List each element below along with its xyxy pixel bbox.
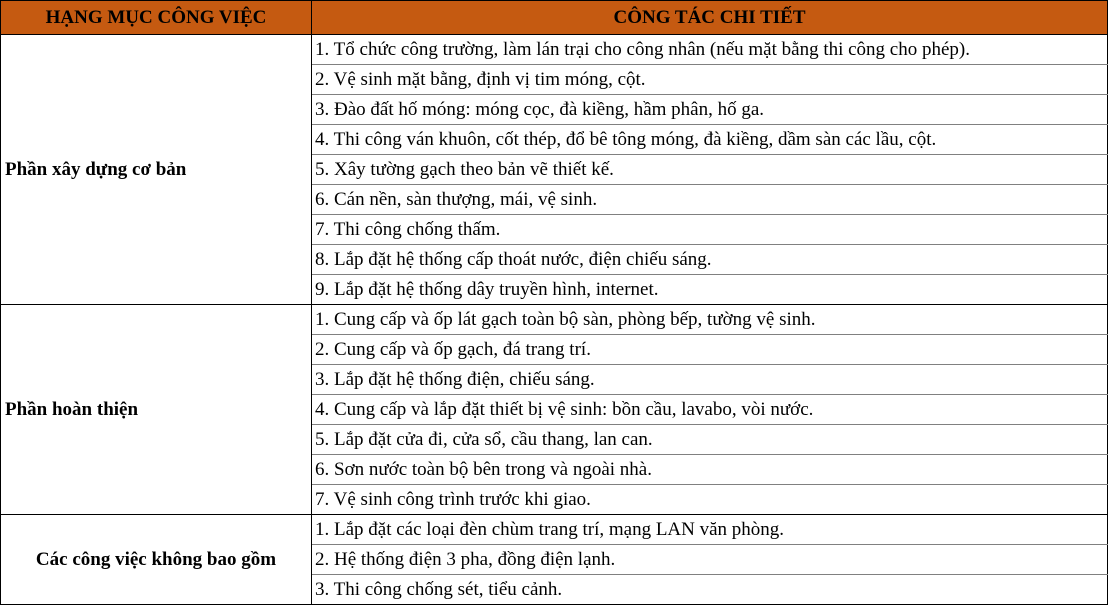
task-cell: 7. Vệ sinh công trình trước khi giao. bbox=[312, 485, 1108, 515]
task-cell: 3. Đào đất hố móng: móng cọc, đà kiềng, hầm phân, hố ga. bbox=[312, 95, 1108, 125]
header-category: HẠNG MỤC CÔNG VIỆC bbox=[1, 1, 312, 35]
task-cell: 1. Lắp đặt các loại đèn chùm trang trí, mạng LAN văn phòng. bbox=[312, 515, 1108, 545]
category-cell: Phần xây dựng cơ bản bbox=[1, 35, 312, 305]
header-details: CÔNG TÁC CHI TIẾT bbox=[312, 1, 1108, 35]
category-cell: Các công việc không bao gồm bbox=[1, 515, 312, 605]
task-cell: 8. Lắp đặt hệ thống cấp thoát nước, điện chiếu sáng. bbox=[312, 245, 1108, 275]
task-cell: 2. Vệ sinh mặt bằng, định vị tim móng, cột. bbox=[312, 65, 1108, 95]
task-cell: 4. Cung cấp và lắp đặt thiết bị vệ sinh: bồn cầu, lavabo, vòi nước. bbox=[312, 395, 1108, 425]
table-row bbox=[1, 35, 1108, 65]
task-cell: 4. Thi công ván khuôn, cốt thép, đổ bê tông móng, đà kiềng, dầm sàn các lầu, cột. bbox=[312, 125, 1108, 155]
task-cell: 2. Hệ thống điện 3 pha, đồng điện lạnh. bbox=[312, 545, 1108, 575]
header-row bbox=[1, 1, 1108, 35]
task-cell: 3. Thi công chống sét, tiểu cảnh. bbox=[312, 575, 1108, 605]
task-cell: 1. Tổ chức công trường, làm lán trại cho công nhân (nếu mặt bằng thi công cho phép). bbox=[312, 35, 1108, 65]
category-cell: Phần hoàn thiện bbox=[1, 305, 312, 515]
table-row bbox=[1, 515, 1108, 545]
task-cell: 6. Sơn nước toàn bộ bên trong và ngoài nhà. bbox=[312, 455, 1108, 485]
table-row bbox=[1, 305, 1108, 335]
task-cell: 7. Thi công chống thấm. bbox=[312, 215, 1108, 245]
task-cell: 1. Cung cấp và ốp lát gạch toàn bộ sàn, phòng bếp, tường vệ sinh. bbox=[312, 305, 1108, 335]
task-cell: 6. Cán nền, sàn thượng, mái, vệ sinh. bbox=[312, 185, 1108, 215]
task-cell: 5. Xây tường gạch theo bản vẽ thiết kế. bbox=[312, 155, 1108, 185]
task-cell: 5. Lắp đặt cửa đi, cửa sổ, cầu thang, lan can. bbox=[312, 425, 1108, 455]
task-cell: 2. Cung cấp và ốp gạch, đá trang trí. bbox=[312, 335, 1108, 365]
task-cell: 9. Lắp đặt hệ thống dây truyền hình, internet. bbox=[312, 275, 1108, 305]
task-cell: 3. Lắp đặt hệ thống điện, chiếu sáng. bbox=[312, 365, 1108, 395]
